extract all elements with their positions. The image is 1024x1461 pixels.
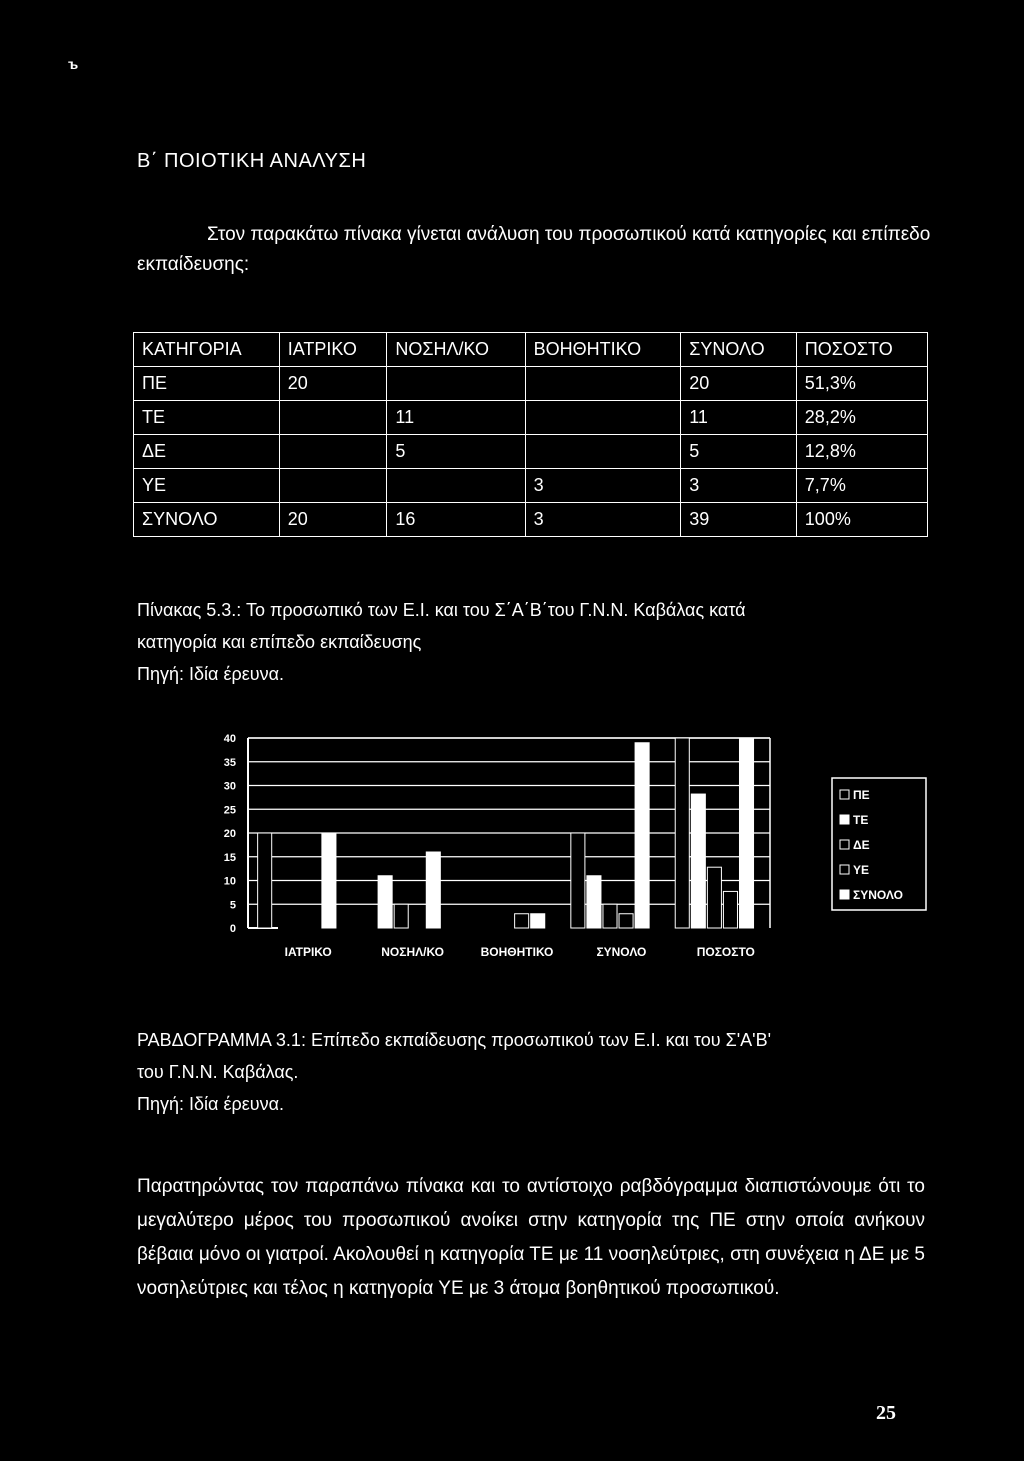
figure-caption-line: ΡΑΒΔΟΓΡΑΜΜΑ 3.1: Επίπεδο εκπαίδευσης προσωπικού των Ε.Ι. και του Σ'Α'Β': [137, 1030, 772, 1050]
table-caption-source: Πηγή: Ιδία έρευνα.: [137, 664, 284, 684]
table-cell: 5: [387, 435, 525, 469]
bar: [322, 833, 336, 928]
intro-text: Στον παρακάτω πίνακα γίνεται ανάλυση του προσωπικού κατά κατηγορίες και επίπεδο εκπαίδευσης:: [137, 224, 931, 275]
x-tick-label: ΒΟΗΘΗΤΙΚΟ: [480, 945, 554, 959]
y-tick-label: 10: [223, 875, 236, 888]
table-cell: 51,3%: [796, 367, 927, 401]
table-caption-line: κατηγορία και επίπεδο εκπαίδευσης: [137, 632, 422, 652]
corner-mark: ъ: [68, 56, 79, 72]
y-tick-label: 35: [223, 756, 236, 769]
table-cell: 5: [681, 435, 797, 469]
table-cell: 11: [681, 401, 797, 435]
y-tick-label: 40: [223, 733, 236, 745]
table-cell: 20: [279, 367, 387, 401]
legend-label: ΥΕ: [853, 863, 870, 877]
table-row: [134, 435, 928, 469]
table-cell: 100%: [796, 503, 927, 537]
table-header-cell: ΙΑΤΡΙΚΟ: [279, 333, 387, 367]
table-cell: 20: [681, 367, 797, 401]
figure-caption-source: Πηγή: Ιδία έρευνα.: [137, 1094, 284, 1114]
table-cell: 28,2%: [796, 401, 927, 435]
table-cell: [525, 367, 681, 401]
bar: [515, 914, 529, 928]
bar: [603, 904, 617, 928]
table-cell: 12,8%: [796, 435, 927, 469]
table-header-row: [134, 333, 928, 367]
figure-caption-line: του Γ.Ν.Ν. Καβάλας.: [137, 1062, 299, 1082]
y-tick-label: 20: [223, 828, 236, 840]
table-row: [134, 367, 928, 401]
table-cell: ΤΕ: [134, 401, 280, 435]
legend-swatch: [840, 815, 849, 824]
table-cell: 16: [387, 503, 525, 537]
table-header-cell: ΣΥΝΟΛΟ: [681, 333, 797, 367]
table-cell: [525, 401, 681, 435]
table-cell: 3: [525, 469, 681, 503]
table-caption: [137, 594, 957, 690]
bar: [571, 833, 585, 928]
table-cell: [387, 367, 525, 401]
y-tick-label: 5: [229, 899, 236, 912]
table-cell: 3: [681, 469, 797, 503]
table-header-cell: ΝΟΣΗΛ/ΚΟ: [387, 333, 525, 367]
table-row: [134, 469, 928, 503]
table-cell: [525, 435, 681, 469]
page-number: 25: [876, 1402, 896, 1424]
bar: [691, 794, 705, 928]
y-tick-label: 15: [223, 851, 236, 864]
bar: [394, 904, 408, 928]
legend-label: ΣΥΝΟΛΟ: [853, 888, 903, 902]
table-row: [134, 401, 928, 435]
table-caption-line: Πίνακας 5.3.: Το προσωπικό των Ε.Ι. και του Σ΄Α΄Β΄του Γ.Ν.Ν. Καβάλας κατά: [137, 600, 746, 620]
y-tick-label: 0: [229, 923, 236, 935]
table-cell: ΠΕ: [134, 367, 280, 401]
x-tick-label: ΝΟΣΗΛ/ΚΟ: [381, 945, 444, 959]
legend-swatch: [840, 790, 849, 799]
table-cell: 20: [279, 503, 387, 537]
x-tick-label: ΣΥΝΟΛΟ: [596, 945, 647, 959]
table-cell: 7,7%: [796, 469, 927, 503]
staff-table: [133, 332, 928, 537]
table-cell: 3: [525, 503, 681, 537]
table-header-cell: ΒΟΗΘΗΤΙΚΟ: [525, 333, 681, 367]
bar: [619, 914, 633, 928]
section-heading: Β΄ ΠΟΙΟΤΙΚΗ ΑΝΑΛΥΣΗ: [137, 150, 367, 172]
y-tick-label: 25: [223, 804, 236, 817]
figure-caption: [137, 1024, 937, 1120]
y-tick-label: 30: [223, 780, 236, 793]
table-cell: ΣΥΝΟΛΟ: [134, 503, 280, 537]
legend-swatch: [840, 890, 849, 899]
table-header-cell: ΚΑΤΗΓΟΡΙΑ: [134, 333, 280, 367]
bar: [707, 867, 721, 928]
legend-label: ΠΕ: [853, 788, 870, 802]
bar: [531, 914, 545, 928]
table-cell: [279, 469, 387, 503]
table-cell: 11: [387, 401, 525, 435]
table-cell: ΥΕ: [134, 469, 280, 503]
bar: [675, 738, 689, 928]
table-cell: [387, 469, 525, 503]
table-cell: 39: [681, 503, 797, 537]
body-paragraph: Παρατηρώντας τον παραπάνω πίνακα και το αντίστοιχο ραβδόγραμμα διαπιστώνουμε ότι το μεγαλύτερο μέρος του προσωπικού ανοίκει στην κατηγορία της ΠΕ στην οποία ανήκουν βέβαια μόνο οι γιατροί. Ακολουθεί η κατηγορία ΤΕ με 11 νοσηλεύτριες, στη συνέχεια η ΔΕ με 5 νοσηλεύτριες και τέλος η κατηγορία ΥΕ με 3 άτομα βοηθητικού προσωπικού.: [137, 1176, 925, 1299]
table-cell: [279, 435, 387, 469]
table-cell: ΔΕ: [134, 435, 280, 469]
bar: [426, 852, 440, 928]
legend-swatch: [840, 840, 849, 849]
bar: [378, 876, 392, 928]
intro-paragraph: [137, 220, 937, 280]
legend-label: ΔΕ: [853, 838, 870, 852]
legend-swatch: [840, 865, 849, 874]
legend-label: ΤΕ: [853, 813, 869, 827]
bar: [723, 891, 737, 928]
bar: [587, 876, 601, 928]
table-row: [134, 503, 928, 537]
bar-chart: [200, 730, 930, 970]
table-cell: [279, 401, 387, 435]
x-tick-label: ΙΑΤΡΙΚΟ: [284, 945, 332, 959]
x-tick-label: ΠΟΣΟΣΤΟ: [696, 945, 755, 959]
table-header-cell: ΠΟΣΟΣΤΟ: [796, 333, 927, 367]
bar: [739, 738, 753, 928]
bar: [258, 833, 272, 928]
bar: [635, 743, 649, 928]
